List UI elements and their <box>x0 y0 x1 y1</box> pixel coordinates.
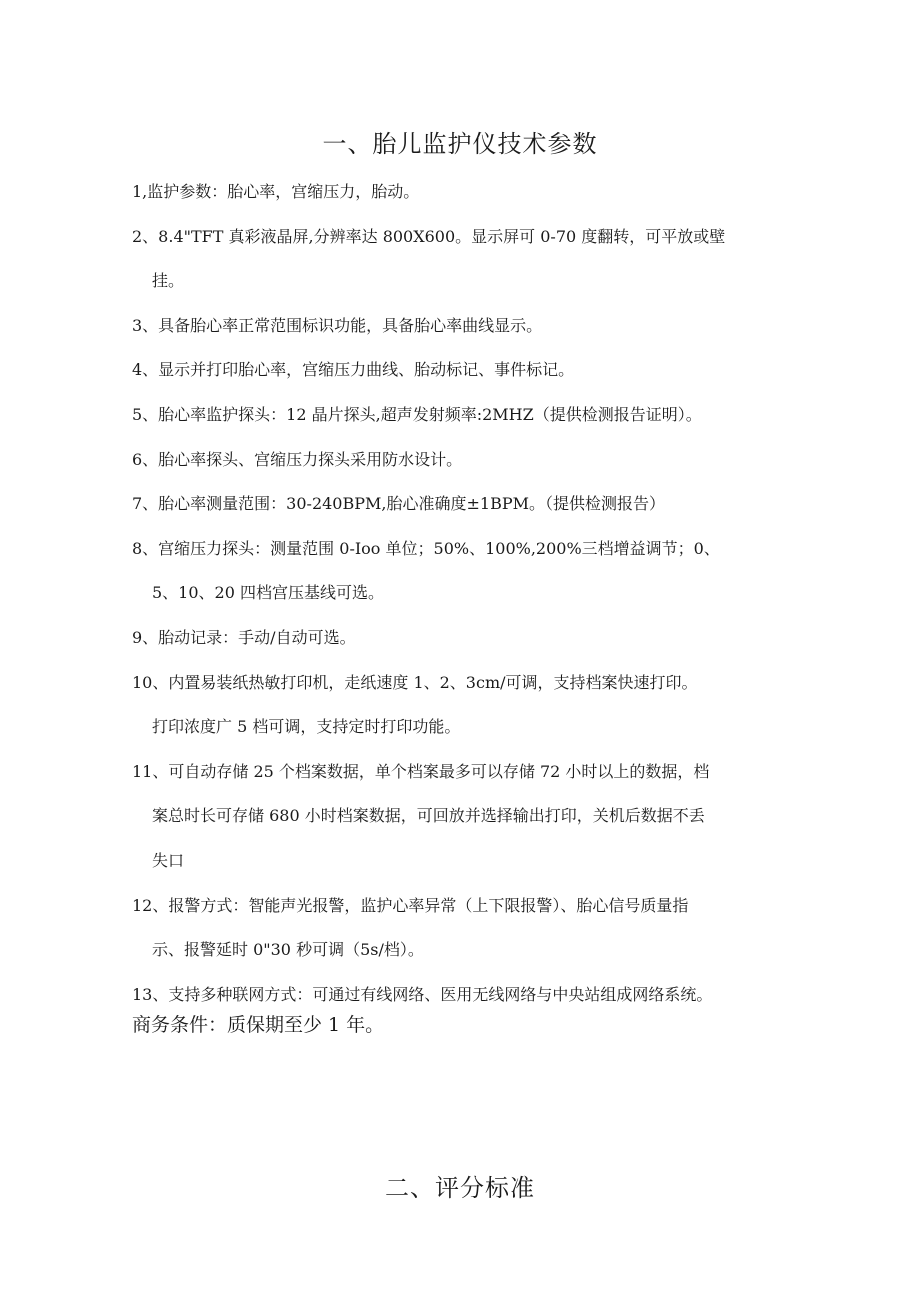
section-title-scoring: 二、评分标准 <box>385 1174 535 1202</box>
spec-line: 5、胎心率监护探头：12 晶片探头,超声发射频率:2MHZ（提供检测报告证明）。 <box>132 404 702 424</box>
spec-line-continued: 打印浓度广 5 档可调，支持定时打印功能。 <box>152 717 461 737</box>
spec-line: 10、内置易装纸热敏打印机，走纸速度 1、2、3cm/可调，支持档案快速打印。 <box>132 672 698 692</box>
spec-line: 1,监护参数：胎心率，宫缩压力，胎动。 <box>132 182 420 201</box>
section-title-tech-params: 一、胎儿监护仪技术参数 <box>322 130 598 158</box>
spec-line: 3、具备胎心率正常范围标识功能，具备胎心率曲线显示。 <box>132 315 543 335</box>
spec-line-continued: 挂。 <box>152 271 185 291</box>
spec-line: 4、显示并打印胎心率，宫缩压力曲线、胎动标记、事件标记。 <box>132 360 575 380</box>
spec-line-continued: 示、报警延时 0"30 秒可调（5s/档）。 <box>152 940 424 960</box>
spec-item-12 <box>132 884 802 973</box>
spec-line-continued: 失口 <box>152 850 185 870</box>
spec-item-11 <box>132 750 802 884</box>
spec-item-1 <box>132 170 802 215</box>
spec-item-10 <box>132 661 802 750</box>
spec-line: 12、报警方式：智能声光报警，监护心率异常（上下限报警）、胎心信号质量指 <box>132 895 689 915</box>
spec-item-8 <box>132 527 802 616</box>
spec-line: 7、胎心率测量范围：30-240BPM,胎心准确度±1BPM。（提供检测报告） <box>132 494 665 514</box>
spec-item-3 <box>132 304 802 349</box>
commerce-terms: 商务条件：质保期至少 1 年。 <box>132 1014 385 1036</box>
spec-line-continued: 5、10、20 四档宫压基线可选。 <box>152 583 384 603</box>
spec-item-9 <box>132 616 802 661</box>
spec-item-6 <box>132 438 802 483</box>
spec-line: 13、支持多种联网方式：可通过有线网络、医用无线网络与中央站组成网络系统。 <box>132 984 713 1004</box>
spec-line: 6、胎心率探头、宫缩压力探头采用防水设计。 <box>132 449 463 469</box>
spec-line: 8、宫缩压力探头：测量范围 0-Ioo 单位；50%、100%,200%三档增益调节；0、 <box>132 538 720 558</box>
spec-item-4 <box>132 348 802 393</box>
spec-item-2 <box>132 215 802 304</box>
spec-line: 9、胎动记录：手动/自动可选。 <box>132 627 356 647</box>
spec-item-7 <box>132 482 802 527</box>
spec-item-5 <box>132 393 802 438</box>
spec-line: 2、8.4"TFT 真彩液晶屏,分辨率达 800X600。显示屏可 0-70 度翻转，可平放或壁 <box>132 226 726 246</box>
spec-line-continued: 案总时长可存储 680 小时档案数据，可回放并选择输出打印，关机后数据不丢 <box>152 806 705 826</box>
spec-list <box>132 170 802 1017</box>
spec-line: 11、可自动存储 25 个档案数据，单个档案最多可以存储 72 小时以上的数据，档 <box>132 761 710 781</box>
